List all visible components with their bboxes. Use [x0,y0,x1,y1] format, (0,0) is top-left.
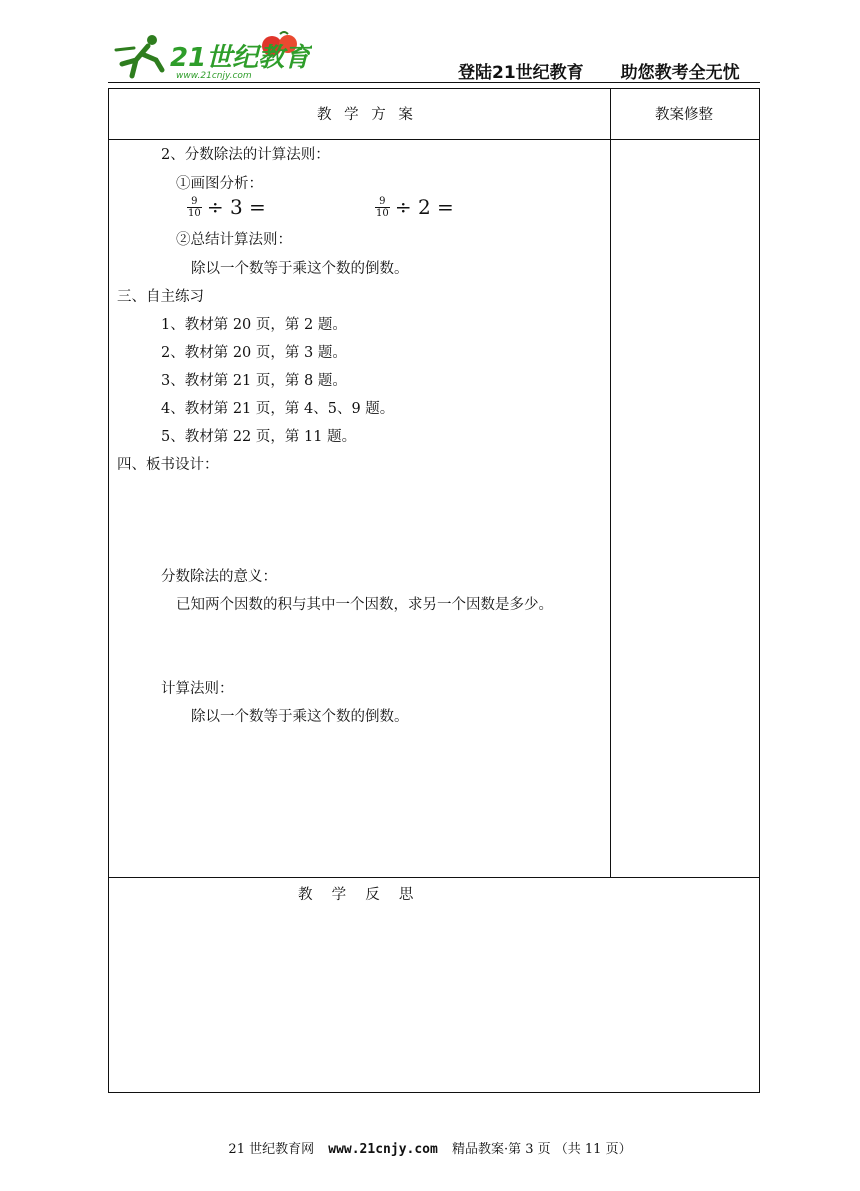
equation-1 [187,195,266,219]
step2-label: ②总结计算法则： [176,232,292,248]
logo-url: www.21cnjy.com [176,71,252,81]
side-column-header: 教案修整 [655,107,713,123]
main-column-header: 教 学 方 案 [317,107,417,123]
footer-left: 21 世纪教育网 [228,1142,315,1157]
header-rule [108,82,760,83]
header-slogan: 登陆21世纪教育 助您教考全无忧 [458,63,740,83]
fraction [187,196,202,219]
section3-title: 三、自主练习 [117,289,204,305]
board-rule-text: 除以一个数等于乘这个数的倒数。 [191,709,409,725]
rule-text: 除以一个数等于乘这个数的倒数。 [191,261,409,277]
board-rule-label: 计算法则： [161,681,234,697]
fraction-numerator: 9 [375,196,390,208]
equation-rest: ÷ 3 = [206,195,266,219]
lesson-plan-table [108,88,760,1093]
reflection-header: 教 学 反 思 [298,887,414,903]
site-logo [112,30,312,82]
step1-label: ①画图分析： [176,176,263,192]
footer-site-link[interactable]: www.21cnjy.com [328,1142,438,1157]
board-meaning-text: 已知两个因数的积与其中一个因数，求另一个因数是多少。 [176,597,553,613]
page-footer [0,1138,860,1157]
column-divider [610,89,611,877]
logo-wordmark: 21世纪教育 [170,43,311,73]
header-row-divider [109,139,759,140]
reflection-divider [109,877,759,878]
exercise-item: 3、教材第 21 页，第 8 题。 [161,373,347,389]
fraction-denominator: 10 [376,207,389,219]
fraction [375,196,390,219]
board-meaning-label: 分数除法的意义： [161,569,277,585]
exercise-item: 4、教材第 21 页，第 4、5、9 题。 [161,401,395,417]
runner-icon [116,35,162,76]
section2-title: 2、分数除法的计算法则： [161,147,330,163]
fraction-denominator: 10 [188,207,201,219]
fraction-numerator: 9 [187,196,202,208]
exercise-item: 5、教材第 22 页，第 11 题。 [161,429,357,445]
section4-title: 四、板书设计： [117,457,219,473]
exercise-item: 2、教材第 20 页，第 3 题。 [161,345,347,361]
exercise-item: 1、教材第 20 页，第 2 题。 [161,317,347,333]
footer-page-info: 精品教案·第 3 页 （共 11 页） [451,1142,632,1157]
equation-2 [375,195,454,219]
equation-rest: ÷ 2 = [394,195,454,219]
